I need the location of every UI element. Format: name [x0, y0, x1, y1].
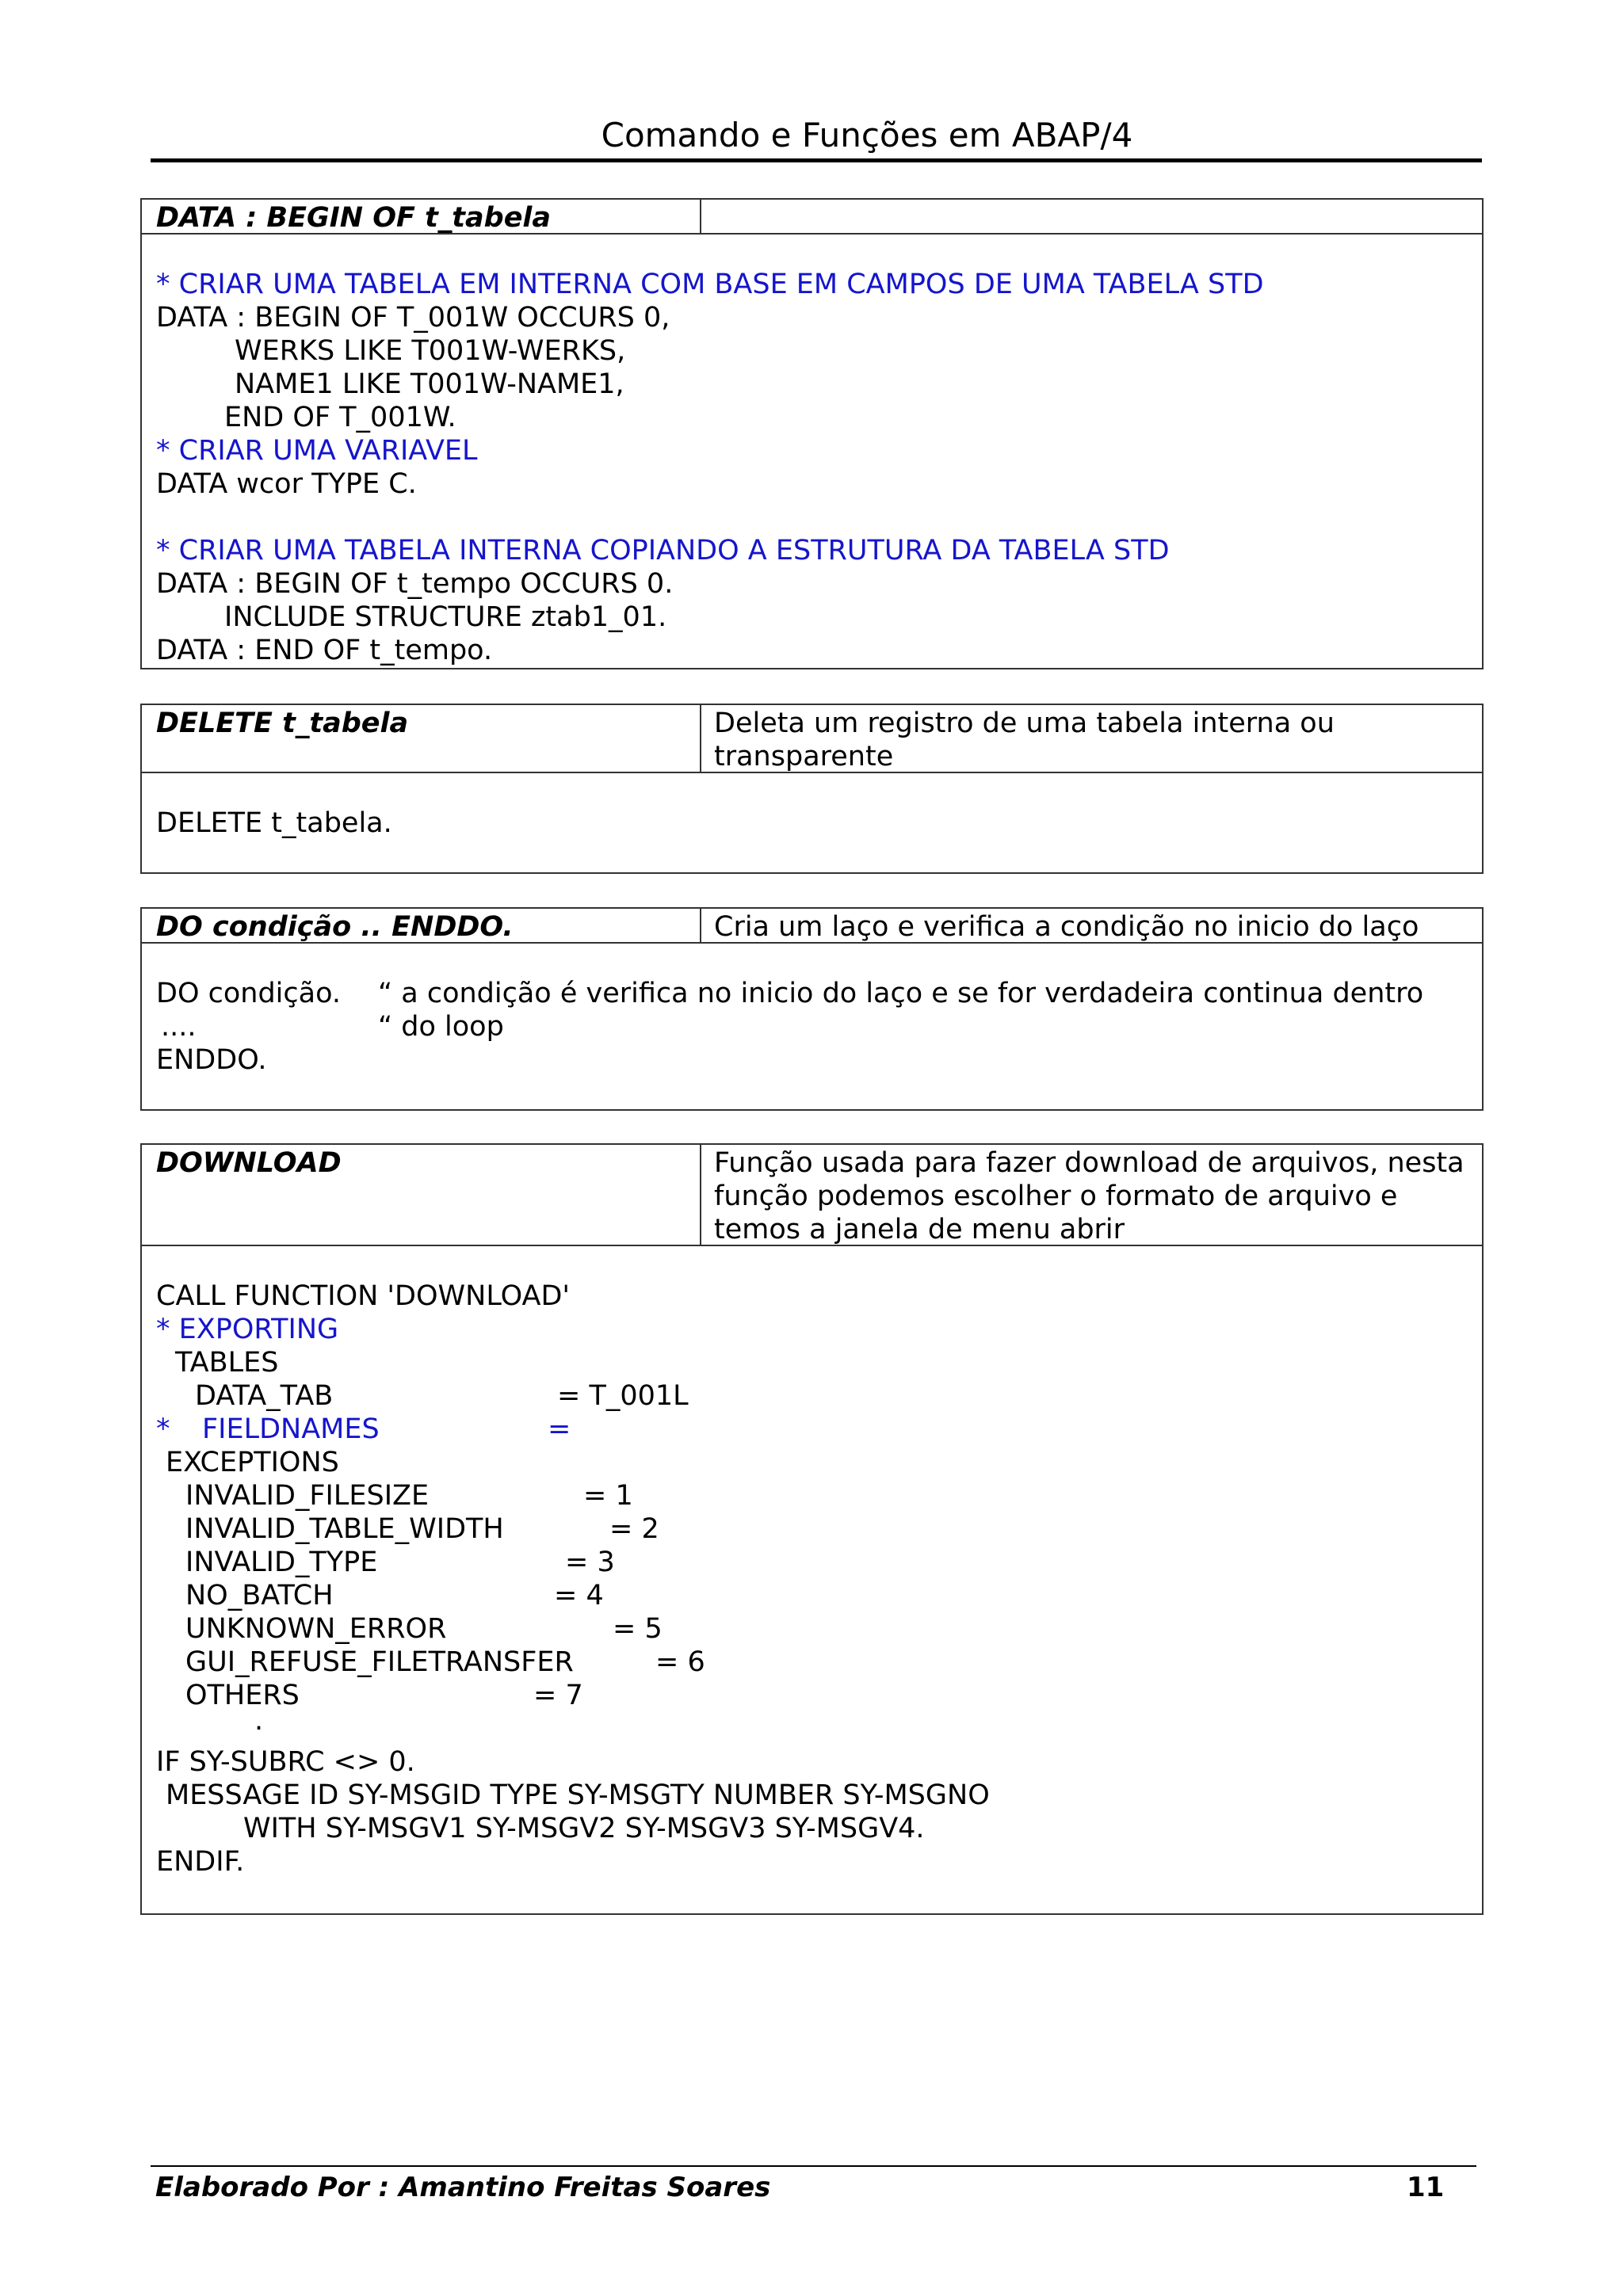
code-comment: * CRIAR UMA VARIAVEL [156, 435, 478, 467]
code-comment: * EXPORTING [156, 1314, 339, 1345]
code-line: DELETE t_tabela. [156, 807, 392, 839]
code-comment: * CRIAR UMA TABELA INTERNA COPIANDO A ESTRUTURA DA TABELA STD [156, 535, 1170, 566]
command-block-data [140, 198, 1484, 669]
code-line: DATA_TAB [195, 1380, 334, 1412]
code-line: WERKS LIKE T001W-WERKS, [235, 335, 626, 367]
code-line: ENDDO. [156, 1044, 267, 1076]
command-block-delete [140, 704, 1484, 874]
code-line: DATA : END OF t_tempo. [156, 635, 493, 666]
command-block-do [140, 907, 1484, 1111]
command-block-download [140, 1143, 1484, 1915]
code-line: NO_BATCH [185, 1580, 334, 1611]
code-line: INVALID_FILESIZE [185, 1480, 430, 1512]
command-description: Cria um laço e verifica a condição no inicio do laço [714, 911, 1419, 943]
code-line: MESSAGE ID SY-MSGID TYPE SY-MSGTY NUMBER SY-MSGNO [166, 1779, 990, 1811]
code-line: WITH SY-MSGV1 SY-MSGV2 SY-MSGV3 SY-MSGV4. [243, 1813, 925, 1844]
code-line: GUI_REFUSE_FILETRANSFER [185, 1646, 574, 1678]
code-line: ENDIF. [156, 1846, 245, 1878]
code-line: UNKNOWN_ERROR [185, 1613, 447, 1645]
code-line: = T_001L [557, 1380, 689, 1412]
code-line: . [254, 1705, 264, 1737]
code-line: .... [161, 1011, 197, 1043]
code-line: “ do loop [378, 1011, 504, 1043]
code-comment: FIELDNAMES [202, 1413, 380, 1445]
column-divider [700, 909, 701, 944]
command-keyword: DOWNLOAD [156, 1147, 342, 1179]
code-line: INCLUDE STRUCTURE ztab1_01. [224, 601, 667, 633]
code-line: DATA wcor TYPE C. [156, 468, 417, 500]
code-line: DO condição. [156, 978, 342, 1009]
code-line: OTHERS [185, 1680, 300, 1711]
command-keyword: DO condição .. ENDDO. [156, 911, 514, 943]
code-line: = 7 [533, 1680, 583, 1711]
code-line: DATA : BEGIN OF t_tempo OCCURS 0. [156, 568, 674, 600]
code-line: DATA : BEGIN OF T_001W OCCURS 0, [156, 302, 670, 334]
code-comment: * CRIAR UMA TABELA EM INTERNA COM BASE EM CAMPOS DE UMA TABELA STD [156, 269, 1264, 300]
code-line: END OF T_001W. [224, 402, 456, 433]
code-line: = 3 [565, 1547, 615, 1578]
code-line: INVALID_TABLE_WIDTH [185, 1513, 504, 1545]
code-line: = 1 [583, 1480, 633, 1512]
footer-author: Elaborado Por : Amantino Freitas Soares [155, 2172, 771, 2203]
code-comment: = [548, 1413, 571, 1445]
page-number: 11 [1407, 2172, 1445, 2203]
code-line: CALL FUNCTION 'DOWNLOAD' [156, 1280, 571, 1312]
code-line: = 6 [655, 1646, 705, 1678]
code-line: TABLES [175, 1347, 279, 1379]
command-description: Função usada para fazer download de arquivos, nesta função podemos escolher o formato de arquivo e temos a janela de menu abrir [714, 1147, 1473, 1245]
footer-rule [151, 2165, 1476, 2167]
code-line: “ a condição é verifica no inicio do laço e se for verdadeira continua dentro [378, 978, 1424, 1009]
column-divider [700, 1145, 701, 1246]
code-line: = 4 [554, 1580, 604, 1611]
page-header-title: Comando e Funções em ABAP/4 [601, 116, 1133, 154]
code-line: = 2 [609, 1513, 659, 1545]
code-line: INVALID_TYPE [185, 1547, 378, 1578]
command-description: Deleta um registro de uma tabela interna ou transparente [714, 707, 1344, 772]
code-line: EXCEPTIONS [166, 1447, 339, 1478]
code-line: IF SY-SUBRC <> 0. [156, 1746, 415, 1778]
command-keyword: DELETE t_tabela [156, 707, 409, 739]
code-line: NAME1 LIKE T001W-NAME1, [235, 368, 624, 400]
column-divider [700, 705, 701, 773]
command-keyword: DATA : BEGIN OF t_tabela [156, 202, 552, 234]
code-line: = 5 [613, 1613, 663, 1645]
code-comment: * [156, 1413, 170, 1445]
header-rule [151, 158, 1482, 162]
column-divider [700, 200, 701, 235]
